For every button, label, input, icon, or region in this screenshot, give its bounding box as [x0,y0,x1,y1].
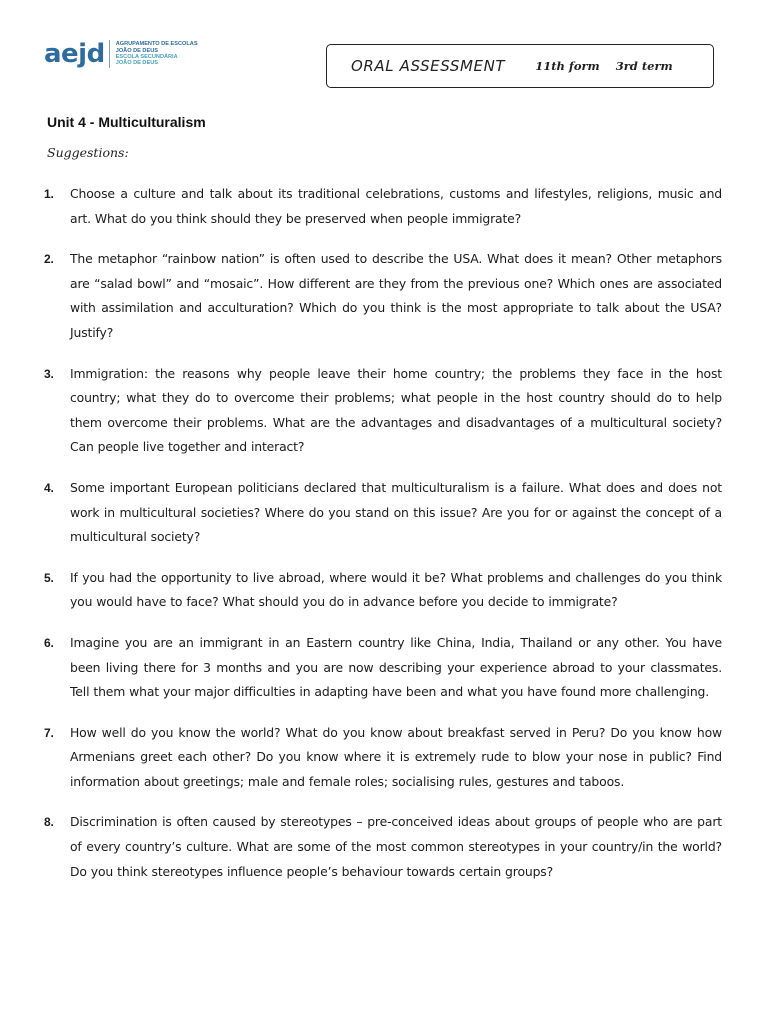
suggestions-label: Suggestions: [47,145,129,160]
item-number: 5. [44,570,54,585]
logo-mark [44,41,105,67]
list-item [44,362,722,460]
list-item [44,247,722,345]
item-number: 7. [44,725,54,740]
assessment-form: 11th form [535,59,600,73]
item-number: 2. [44,252,54,267]
list-item [44,810,722,884]
item-number: 8. [44,815,54,830]
logo-divider [109,40,110,68]
item-text: The metaphor “rainbow nation” is often used to describe the USA. What does it mean? Other metaphors are “salad bowl” and “mosaic”. How different are they from the previous one? Which ones are associated with assimilation and acculturation? Which do you think is the most appropriate to talk about the USA? Justify? [70,251,722,340]
item-text: Discrimination is often caused by stereotypes – pre-conceived ideas about groups of people who are part of every country’s culture. What are some of the most common stereotypes in your country/in the world? Do you think stereotypes influence people’s behaviour towards certain groups? [70,814,722,879]
item-number: 6. [44,635,54,650]
item-text: Some important European politicians declared that multiculturalism is a failure. What does and does not work in multicultural societies? Where do you stand on this issue? Are you for or against the concept of a multicultural society? [70,479,722,545]
suggestions-list [44,182,722,884]
list-item [44,721,722,795]
logo-text [116,41,198,67]
logo-line-4: JOÃO DE DEUS [115,60,158,67]
item-text: Imagine you are an immigrant in an Eastern country like China, India, Thailand or any other. You have been living there for 3 months and you are now describing your experience abroad to your classmates. Tell them what your major difficulties in adapting have been and what you have found more challenging. [70,634,722,700]
item-number: 3. [44,366,54,381]
item-number: 1. [44,187,54,201]
logo-line-1: AGRUPAMENTO DE ESCOLAS [115,41,198,48]
item-number: 4. [44,480,54,495]
school-logo [44,36,198,72]
logo-mark-text: aejd [44,39,105,69]
list-item [44,476,722,550]
item-text: Immigration: the reasons why people leave their home country; the problems they face in the host country; what they do to overcome their problems; what people in the host country should do to help them overcome their problems. What are the advantages and disadvantages of a multicultural society? Can people live together and interact? [70,365,722,455]
list-item [44,631,722,705]
list-item [44,566,722,615]
item-text: How well do you know the world? What do you know about breakfast served in Peru? Do you know how Armenians greet each other? Do you know where it is extremely rude to blow your nose in public? Find information about greetings; male and female roles; socialising rules, gestures and taboos. [70,724,722,789]
assessment-title: ORAL ASSESSMENT [351,57,506,75]
list-item [44,182,722,231]
item-text: If you had the opportunity to live abroad, where would it be? What problems and challenges do you think you would have to face? What should you do in advance before you decide to immigrate? [70,569,722,610]
unit-title: Unit 4 - Multiculturalism [47,114,206,130]
assessment-header-box [326,44,714,88]
logo-line-3: ESCOLA SECUNDÁRIA [115,54,178,60]
item-text: Choose a culture and talk about its traditional celebrations, customs and lifestyles, religions, music and art. What do you think should they be preserved when people immigrate? [70,186,722,226]
assessment-term: 3rd term [615,59,673,73]
logo-line-2: JOÃO DE DEUS [115,47,158,54]
